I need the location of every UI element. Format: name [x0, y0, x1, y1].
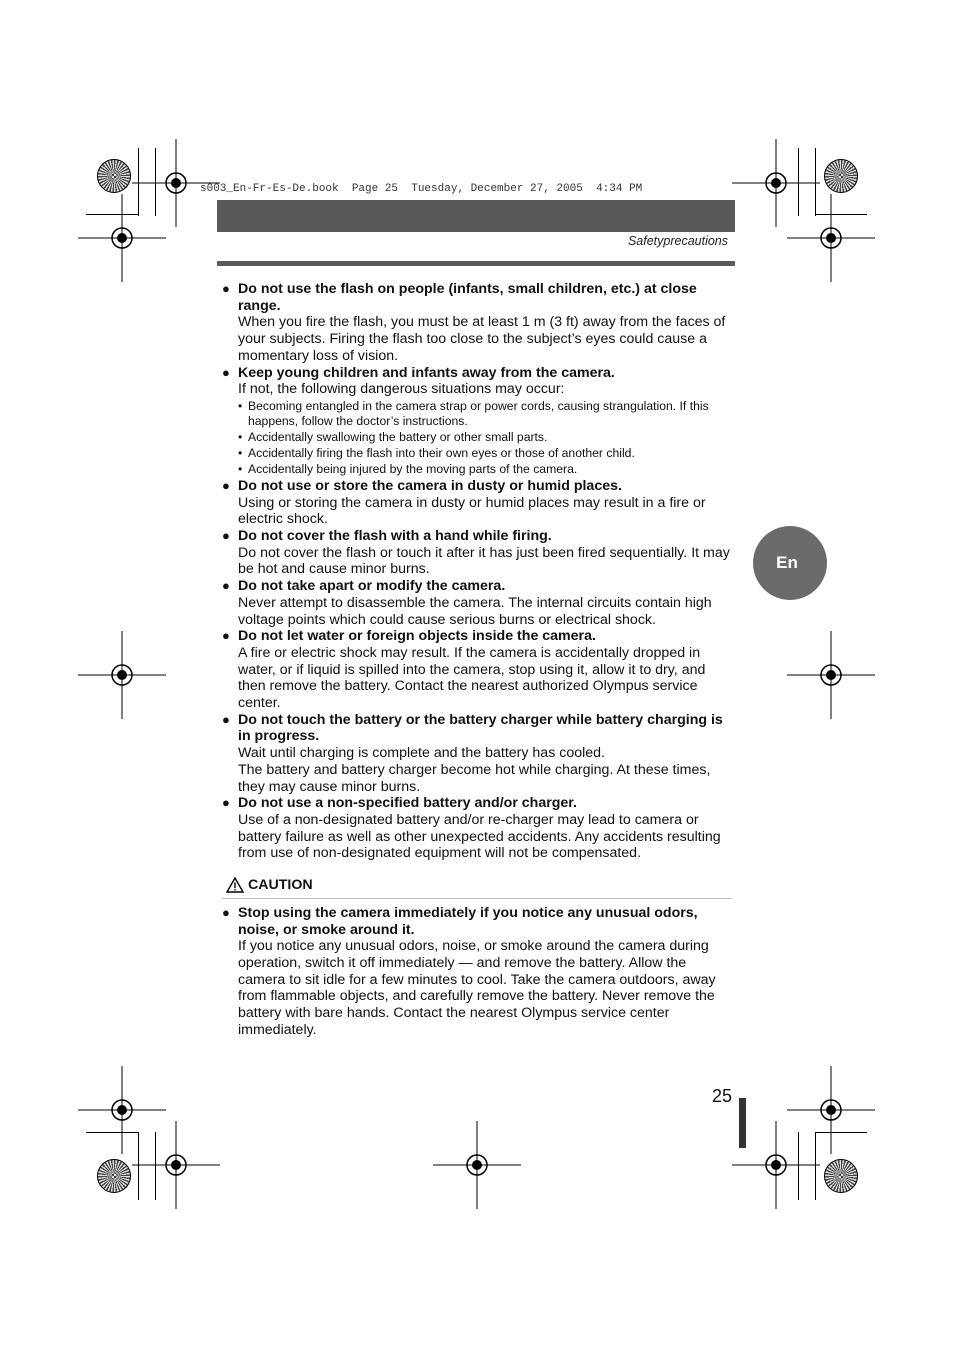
small-bullet-icon: • — [238, 461, 243, 476]
list-item — [222, 478, 732, 528]
list-item — [222, 281, 732, 365]
registration-crosshair-icon — [787, 194, 875, 282]
crop-mark — [798, 1132, 799, 1200]
caution-label: CAUTION — [248, 877, 313, 894]
item-heading: Do not use the flash on people (infants, small children, etc.) at close range. — [238, 281, 697, 314]
sub-item-text: Becoming entangled in the camera strap or power cords, causing strangulation. If this happens, follow the doctor’s instructions. — [248, 398, 709, 428]
list-item — [222, 365, 732, 398]
list-item — [222, 578, 732, 628]
item-heading: Do not touch the battery or the battery charger while battery charging is in progress. — [238, 711, 723, 745]
caution-list — [222, 905, 732, 1039]
list-item — [222, 628, 732, 712]
item-heading: Keep young children and infants away from the camera. — [238, 364, 615, 381]
sub-list-item — [238, 462, 732, 477]
warning-list — [222, 281, 732, 862]
list-item — [222, 905, 732, 1039]
page-content — [222, 281, 732, 1038]
crop-mark — [815, 1132, 867, 1133]
crop-mark — [86, 214, 138, 215]
color-wheel-icon — [824, 159, 858, 193]
bullet-icon: ● — [222, 477, 230, 493]
item-body: Use of a non-designated battery and/or re-charger may lead to camera or battery failure as well as other unexpected accidents. Any accidents resulting from use of non-designated equipment will not be compensated. — [238, 811, 721, 862]
registration-crosshair-icon — [78, 194, 166, 282]
crop-mark — [138, 148, 139, 216]
item-body: Using or storing the camera in dusty or humid places may result in a fire or electric shock. — [238, 494, 706, 528]
page-number: 25 — [711, 1086, 732, 1106]
header-bar — [217, 200, 735, 232]
sub-list-item — [238, 399, 732, 429]
caution-heading — [222, 877, 732, 899]
item-heading: Do not take apart or modify the camera. — [238, 578, 506, 595]
section-rule — [217, 261, 735, 266]
item-body: Wait until charging is complete and the battery has cooled. — [238, 745, 605, 762]
bullet-icon: ● — [222, 364, 230, 380]
sub-item-text: Accidentally swallowing the battery or other small parts. — [248, 429, 548, 444]
page-number-bar — [739, 1098, 746, 1148]
sub-list-item — [238, 446, 732, 461]
item-body: If not, the following dangerous situations may occur: — [238, 381, 565, 398]
crop-mark — [86, 1132, 138, 1133]
item-body: The battery and battery charger become hot while charging. At these times, they may cause minor burns. — [238, 761, 711, 795]
bullet-icon: ● — [222, 528, 230, 544]
bullet-icon: ● — [222, 628, 230, 644]
item-heading: Do not use or store the camera in dusty or humid places. — [238, 477, 622, 494]
bullet-icon: ● — [222, 795, 230, 811]
item-body: When you fire the flash, you must be at least 1 m (3 ft) away from the faces of your subjects. Firing the flash too close to the subject’s eyes could cause a momentary loss of vision. — [238, 314, 726, 364]
color-wheel-icon — [824, 1159, 858, 1193]
crop-mark — [155, 148, 156, 216]
language-tab — [753, 526, 827, 600]
sub-item-text: Accidentally firing the flash into their own eyes or those of another child. — [248, 445, 635, 460]
registration-crosshair-icon — [787, 631, 875, 719]
item-body: If you notice any unusual odors, noise, or smoke around the camera during operation, switch it off immediately — and remove the battery. Allow the camera to sit idle for a few minutes to cool. Take the camera outdoors, away from flammable objects, and carefully remove the battery. Never remove the battery with bare hands. Contact the nearest Olympus service center immediately. — [238, 938, 716, 1038]
crop-mark — [815, 1132, 816, 1200]
small-bullet-icon: • — [238, 445, 243, 460]
item-heading: Do not cover the flash with a hand while firing. — [238, 528, 552, 545]
item-heading: Stop using the camera immediately if you notice any unusual odors, noise, or smoke around it. — [238, 904, 698, 938]
list-item — [222, 712, 732, 796]
list-item — [222, 795, 732, 862]
sub-item-text: Accidentally being injured by the moving parts of the camera. — [248, 461, 578, 476]
small-bullet-icon: • — [238, 398, 243, 413]
print-header: s003_En-Fr-Es-De.book Page 25 Tuesday, December 27, 2005 4:34 PM — [200, 183, 643, 195]
color-wheel-icon — [97, 1159, 131, 1193]
crop-mark — [155, 1132, 156, 1200]
registration-crosshair-icon — [78, 631, 166, 719]
color-wheel-icon — [97, 159, 131, 193]
registration-crosshair-icon — [433, 1121, 521, 1209]
section-label: Safetyprecautions — [627, 234, 728, 248]
sub-list-item — [238, 430, 732, 445]
item-heading: Do not use a non-specified battery and/or charger. — [238, 795, 577, 812]
bullet-icon: ● — [222, 711, 230, 727]
list-item — [222, 528, 732, 578]
item-heading: Do not let water or foreign objects inside the camera. — [238, 628, 596, 645]
item-body: Do not cover the flash or touch it after it has just been fired sequentially. It may be hot and cause minor burns. — [238, 544, 730, 578]
crop-mark — [815, 214, 867, 215]
item-body: A fire or electric shock may result. If the camera is accidentally dropped in water, or if liquid is spilled into the camera, stop using it, allow it to dry, and then remove the battery. Contact the nearest authorized Olympus service center. — [238, 644, 706, 712]
crop-mark — [815, 148, 816, 216]
small-bullet-icon: • — [238, 429, 243, 444]
warning-triangle-icon — [226, 877, 244, 893]
registration-crosshair-icon — [132, 1121, 220, 1209]
crop-mark — [138, 1132, 139, 1200]
language-tab-label: En — [776, 553, 798, 572]
item-body: Never attempt to disassemble the camera. The internal circuits contain high voltage points which could cause serious burns or electrical shock. — [238, 594, 712, 628]
bullet-icon: ● — [222, 281, 230, 296]
bullet-icon: ● — [222, 904, 230, 920]
bullet-icon: ● — [222, 578, 230, 594]
crop-mark — [798, 148, 799, 216]
